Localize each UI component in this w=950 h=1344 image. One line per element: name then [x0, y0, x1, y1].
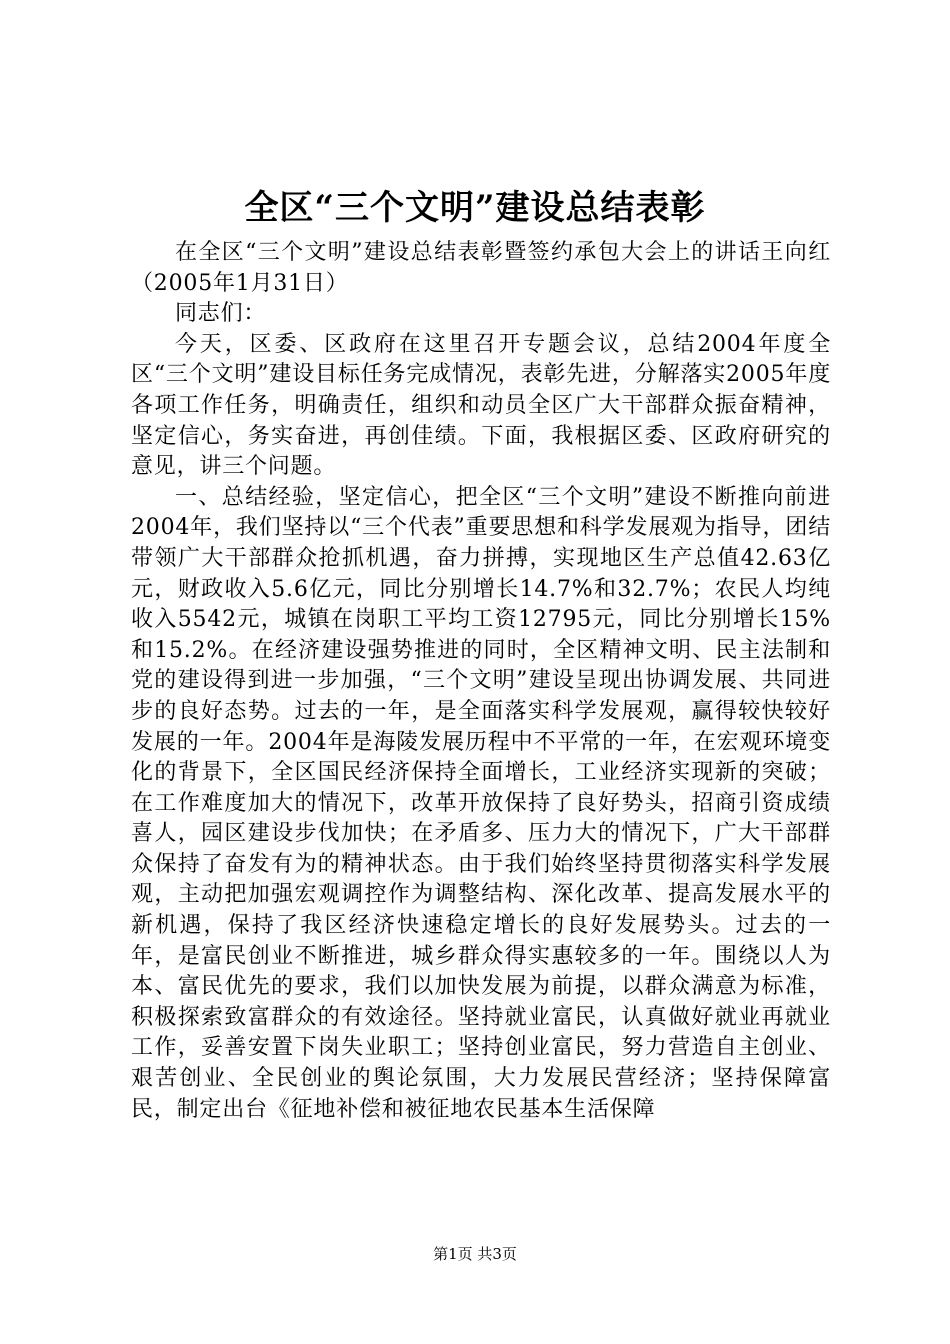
- salutation-paragraph: 同志们：: [175, 301, 267, 327]
- speech-heading-paragraph: 在全区“三个文明”建设总结表彰暨签约承包大会上的讲话王向红（2005年1月31日）: [131, 240, 831, 296]
- intro-paragraph: 今天，区委、区政府在这里召开专题会议，总结2004年度全区“三个文明”建设目标任务完成情况，表彰先进，分解落实2005年度各项工作任务，明确责任，组织和动员全区广大干部群众振奋精神，坚定信心，务实奋进，再创佳绩。下面，我根据区委、区政府研究的意见，讲三个问题。: [131, 331, 831, 480]
- section-one-paragraph: 一、总结经验，坚定信心，把全区“三个文明”建设不断推向前进2004年，我们坚持以“三个代表”重要思想和科学发展观为指导，团结带领广大干部群众抢抓机遇，奋力拼搏，实现地区生产总值42.63亿元，财政收入5.6亿元，同比分别增长14.7%和32.7%；农民人均纯收入5542元，城镇在岗职工平均工资12795元，同比分别增长15%和15.2%。在经济建设强势推进的同时，全区精神文明、民主法制和党的建设得到进一步加强，“三个文明”建设呈现出协调发展、共同进步的良好态势。过去的一年，是全面落实科学发展观，赢得较快较好发展的一年。2004年是海陵发展历程中不平常的一年，在宏观环境变化的背景下，全区国民经济保持全面增长，工业经济实现新的突破；在工作难度加大的情况下，改革开放保持了良好势头，招商引资成绩喜人，园区建设步伐加快；在矛盾多、压力大的情况下，广大干部群众保持了奋发有为的精神状态。由于我们始终坚持贯彻落实科学发展观，主动把加强宏观调控作为调整结构、深化改革、提高发展水平的新机遇，保持了我区经济快速稳定增长的良好发展势头。过去的一年，是富民创业不断推进，城乡群众得实惠较多的一年。围绕以人为本、富民优先的要求，我们以加快发展为前提，以群众满意为标准，积极探索致富群众的有效途径。坚持就业富民，认真做好就业再就业工作，妥善安置下岗失业职工；坚持创业富民，努力营造自主创业、艰苦创业、全民创业的舆论氛围，大力发展民营经济；坚持保障富民，制定出台《征地补偿和被征地农民基本生活保障: [131, 484, 831, 1122]
- document-title: 全区“三个文明”建设总结表彰: [244, 188, 706, 228]
- document-body: [131, 238, 831, 1125]
- page-number-footer: 第1页 共3页: [433, 1245, 517, 1263]
